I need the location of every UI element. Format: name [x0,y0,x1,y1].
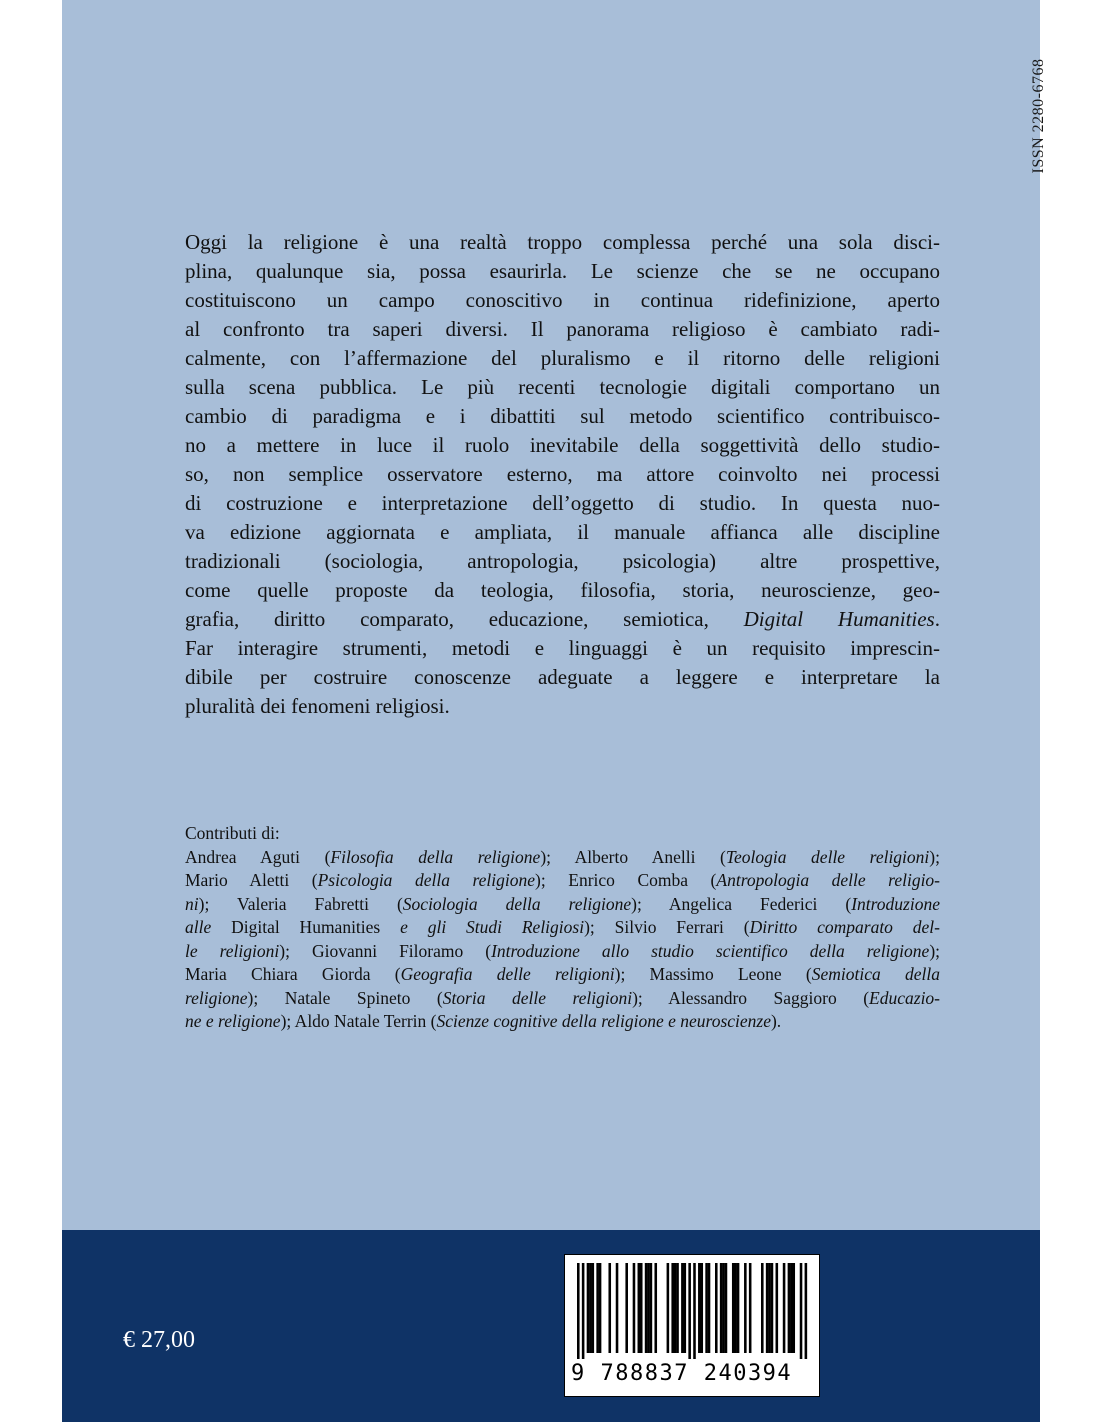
barcode-bar [616,1263,619,1353]
barcode-bar [650,1263,653,1353]
issn-label: ISSN 2280-6768 [1030,58,1047,174]
blurb-line: sulla scena pubblica. Le più recenti tecnologie digitali comportano un [185,375,940,399]
barcode-bar [693,1263,696,1359]
barcode-bar [599,1263,602,1353]
barcode-bar [589,1263,592,1353]
barcode-bar [638,1263,641,1353]
blurb-line: dibile per costruire conoscenze adeguate a leggere e interpretare la [185,665,940,689]
contributors-line: Maria Chiara Giorda (Geografia delle religioni); Massimo Leone (Semiotica della [185,964,940,984]
barcode-bar [768,1263,771,1353]
barcode-bar [766,1263,769,1353]
back-cover [62,0,1047,1422]
barcode-bar [625,1263,628,1353]
barcode-number: 9 788837 240394 [571,1361,793,1386]
blurb-line: calmente, con l’affermazione del pluralismo e il ritorno delle religioni [185,346,940,370]
barcode-bar [577,1263,580,1359]
barcode-bar [715,1263,718,1353]
blurb-line: Far interagire strumenti, metodi e linguaggi è un requisito imprescin- [185,636,940,660]
blurb-line: tradizionali (sociologia, antropologia, psicologia) altre prospettive, [185,549,940,573]
blurb-line: pluralità dei fenomeni religiosi. [185,694,450,718]
barcode-bar [790,1263,793,1353]
barcode-bar [688,1263,691,1359]
barcode-bar [722,1263,725,1353]
blurb-line: cambio di paradigma e i dibattiti sul metodo scientifico contribuisco- [185,404,940,428]
barcode-bar [761,1263,764,1353]
contributors-line: religione); Natale Spineto (Storia delle religioni); Alessandro Saggioro (Educazio- [185,987,941,1008]
barcode-bar [700,1263,703,1353]
contributors-line: Mario Aletti (Psicologia della religione); Enrico Comba (Antropologia delle religio- [185,870,941,890]
blurb-line: come quelle proposte da teologia, filosofia, storia, neuroscienze, geo- [185,578,940,602]
blurb-line: va edizione aggiornata e ampliata, il manuale affianca alle discipline [185,520,940,544]
barcode-bar [587,1263,590,1353]
blurb-line: costituiscono un campo conoscitivo in continua ridefinizione, aperto [185,288,940,312]
barcode-bar [647,1263,650,1353]
contributors-line: le religioni); Giovanni Filoramo (Introduzione allo studio scientifico della religione); [185,940,941,961]
barcode-bar [592,1263,595,1353]
blurb-line: grafia, diritto comparato, educazione, semiotica, Digital Humanities. [185,607,940,631]
barcode-bar [698,1263,701,1353]
barcode-bar [783,1263,786,1353]
contributors-line: ne e religione); Aldo Natale Terrin (Scienze cognitive della religione e neuroscienze). [185,1011,782,1031]
barcode-bar [771,1263,774,1353]
contributors-list [185,846,940,1034]
barcode-bar [725,1263,728,1353]
barcode-bar [671,1263,674,1353]
barcode-bar [645,1263,648,1353]
barcode-bar [749,1263,752,1353]
barcode-bar [708,1263,711,1353]
barcode-bar [633,1263,636,1353]
blurb-line: al confronto tra saperi diversi. Il panorama religioso è cambiato radi- [185,317,940,341]
barcode-bar [681,1263,684,1353]
blurb-line: so, non semplice osservatore esterno, ma attore coinvolto nei processi [185,462,940,486]
barcode-bar [792,1263,795,1353]
barcode-bar [640,1263,643,1353]
barcode-bar [776,1263,779,1353]
contributors-line: ni); Valeria Fabretti (Sociologia della religione); Angelica Federici (Introduzione [185,893,940,914]
barcode-bar [705,1263,708,1353]
barcode-bar [805,1263,808,1359]
blurb-line: plina, qualunque sia, possa esaurirla. Le scienze che se ne occupano [185,259,940,283]
barcode-bar [676,1263,679,1353]
barcode-bar [737,1263,740,1353]
barcode-bar [596,1263,599,1353]
barcode-bar [608,1263,611,1353]
bottom-band [62,1230,1040,1422]
barcode-bar [732,1263,735,1353]
barcode-bar [684,1263,687,1353]
barcode-bar [674,1263,677,1353]
price-label: € 27,00 [123,1327,195,1353]
barcode-bar [654,1263,657,1353]
barcode-bar [734,1263,737,1353]
blurb-line: no a mettere in luce il ruolo inevitabile della soggettività dello studio- [185,433,940,457]
barcode-bars [577,1263,807,1359]
barcode-bar [744,1263,747,1353]
blurb-line: Oggi la religione è una realtà troppo complessa perché una sola disci- [185,230,940,254]
isbn-barcode [564,1254,820,1397]
contributors-line: Andrea Aguti (Filosofia della religione); Alberto Anelli (Teologia delle religioni); [185,846,940,867]
blurb-text [185,228,940,721]
barcode-bar [800,1263,803,1359]
barcode-bar [720,1263,723,1353]
barcode-bar [667,1263,670,1353]
contributors-line: alle Digital Humanities e gli Studi Religiosi); Silvio Ferrari (Diritto comparato del- [185,917,940,937]
barcode-bar [788,1263,791,1353]
barcode-bar [582,1263,585,1359]
blurb-line: di costruzione e interpretazione dell’oggetto di studio. In questa nuo- [185,491,940,515]
contributors-heading: Contributi di: [185,823,280,843]
contributors-section [185,822,940,1034]
